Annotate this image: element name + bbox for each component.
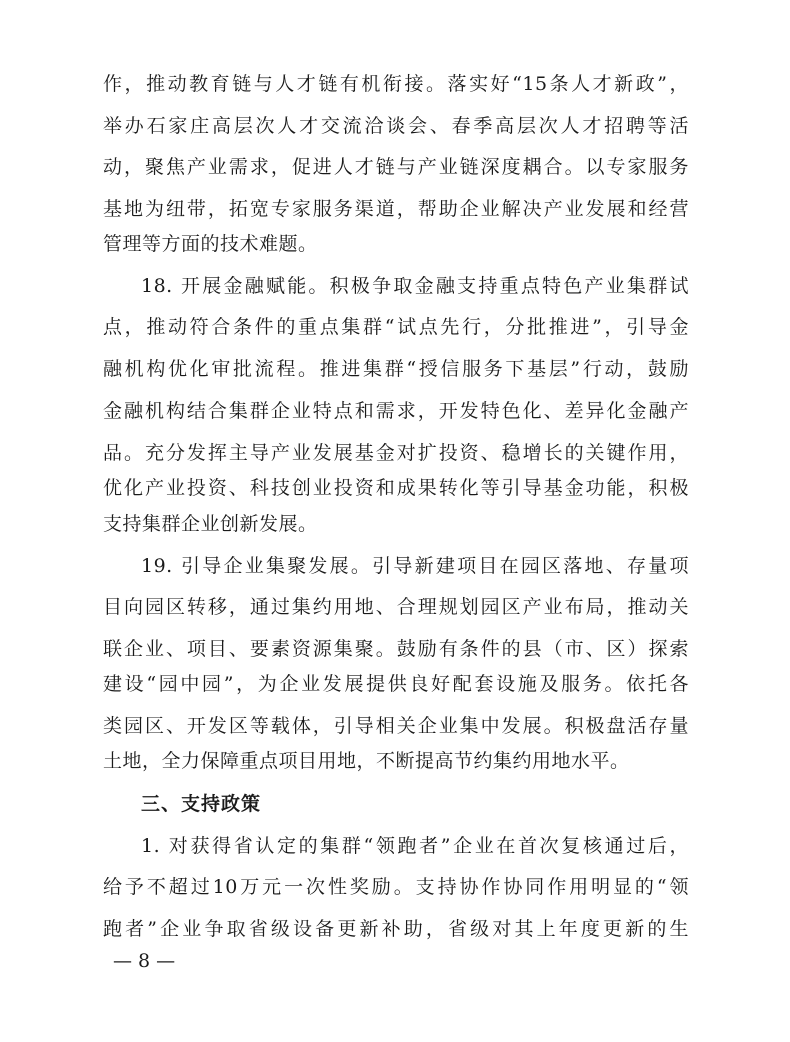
- text-line: 土地，全力保障重点项目用地，不断提高节约集约用地水平。: [103, 750, 630, 772]
- text-line: 支持集群企业创新发展。: [103, 513, 318, 535]
- section-heading: 三、支持政策: [141, 793, 262, 815]
- paragraph-first-line-19: 19. 引导企业集聚发展。引导新建项目在园区落地、存量项: [141, 555, 689, 577]
- text-line: 优化产业投资、科技创业投资和成果转化等引导基金功能，积极: [103, 477, 689, 499]
- text-line: 给予不超过10万元一次性奖励。支持协作协同作用明显的“领: [103, 876, 689, 898]
- text-line: 联企业、项目、要素资源集聚。鼓励有条件的县（市、区）探索: [103, 638, 689, 660]
- paragraph-first-line-18: 18. 开展金融赋能。积极争取金融支持重点特色产业集群试: [141, 275, 689, 297]
- text-line: 融机构优化审批流程。推进集群“授信服务下基层”行动，鼓励: [103, 358, 689, 380]
- text-line: 举办石家庄高层次人才交流洽谈会、春季高层次人才招聘等活: [103, 115, 689, 137]
- text-line: 基地为纽带，拓宽专家服务渠道，帮助企业解决产业发展和经营: [103, 198, 689, 220]
- text-line: 品。充分发挥主导产业发展基金对扩投资、稳增长的关键作用，: [103, 442, 689, 464]
- text-line: 作，推动教育链与人才链有机衔接。落实好“15条人才新政”，: [103, 73, 689, 95]
- text-line: 金融机构结合集群企业特点和需求，开发特色化、差异化金融产: [103, 400, 689, 422]
- text-line: 跑者”企业争取省级设备更新补助，省级对其上年度更新的生: [103, 918, 689, 940]
- text-line: 动，聚焦产业需求，促进人才链与产业链深度耦合。以专家服务: [103, 156, 689, 178]
- page-number: — 8 —: [113, 950, 176, 972]
- text-line: 点，推动符合条件的重点集群“试点先行，分批推进”，引导金: [103, 316, 689, 338]
- text-line: 管理等方面的技术难题。: [103, 233, 318, 255]
- paragraph-first-line-1: 1. 对获得省认定的集群“领跑者”企业在首次复核通过后，: [141, 835, 689, 857]
- text-line: 建设“园中园”，为企业发展提供良好配套设施及服务。依托各: [103, 673, 689, 695]
- text-line: 类园区、开发区等载体，引导相关企业集中发展。积极盘活存量: [103, 715, 689, 737]
- text-line: 目向园区转移，通过集约用地、合理规划园区产业布局，推动关: [103, 596, 689, 618]
